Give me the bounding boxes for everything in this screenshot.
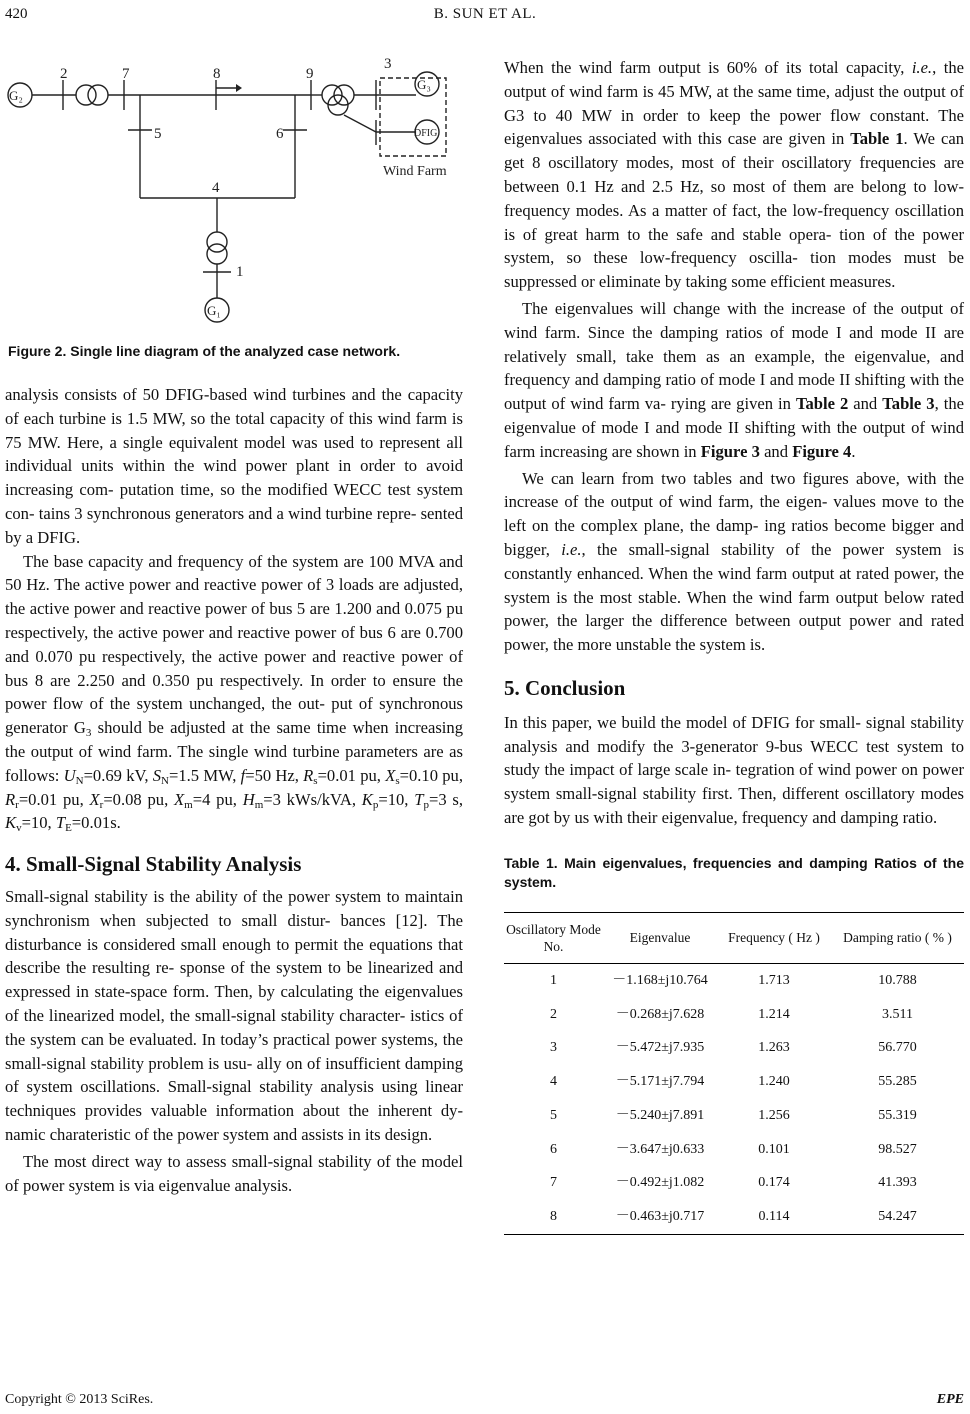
param-value: =0.01 pu,	[317, 765, 386, 785]
param-value: =0.01s.	[71, 813, 121, 833]
right-para-4: In this paper, we build the model of DFIG for small- signal stability analysis and modify the 3-generator 9-bus WECC test system to study the impact of large scale in- tegration of wind power on power system small-signal stability first. Then, different oscillatory modes are got by us with their eigenvalue, frequency and damping ratio.	[504, 712, 964, 827]
cell-damping: 3.511	[882, 1006, 913, 1022]
param-subscript: s	[313, 774, 318, 787]
cell-mode: 2	[550, 1006, 557, 1022]
header-frequency: Frequency ( Hz )	[717, 912, 831, 963]
param	[362, 790, 414, 809]
cell-eigenvalue: －0.268±j7.628	[615, 1006, 705, 1022]
cell-eigenvalue: －5.472±j7.935	[615, 1040, 705, 1056]
param-subscript: m	[254, 798, 264, 811]
right-para-3	[504, 467, 964, 657]
text-span: The base capacity and frequency of the system are 100 MVA and 50 Hz. The active power and reactive power of 3 loads are adjusted, the active power and reactive power of bus 5 are 1.200 and 0.075 pu respectively, the active power and reactive power of bus 6 are 0.700 and 0.070 pu respectively, the active power and reactive power of bus 8 are 2.250 and 0.350 pu respectively. In order to ensure the power flow of the system unchanged, the out- put of synchronous generator G	[5, 551, 463, 738]
table-row	[504, 1065, 964, 1099]
param-subscript: E	[65, 822, 72, 835]
section-5-title: 5. Conclusion	[504, 675, 626, 700]
cell-eigenvalue: －1.168±j10.764	[612, 972, 708, 988]
label-g1: G₁	[207, 303, 221, 318]
right-column	[504, 56, 964, 1235]
cell-mode: 4	[550, 1074, 557, 1090]
param-value: =0.10 pu,	[399, 765, 463, 785]
label-bus-8: 8	[213, 66, 221, 82]
table-row	[504, 1031, 964, 1065]
table-row	[504, 1166, 964, 1200]
param-subscript: s	[395, 774, 400, 787]
turbine-parameters	[5, 766, 463, 833]
table-body	[504, 963, 964, 1234]
cell-frequency: 0.174	[758, 1175, 790, 1191]
param	[55, 813, 121, 835]
cell-damping: 10.788	[878, 972, 917, 988]
param-subscript: p	[372, 798, 379, 811]
figure-caption: Figure 2. Single line diagram of the analyzed case network.	[8, 343, 401, 359]
param-symbol: X	[385, 765, 396, 785]
label-bus-1: 1	[236, 264, 244, 280]
text-span: , the output of wind farm is 45 MW, at the same time, adjust the output of G3 to 40 MW in order to keep the power flow constant. The eigenvalues associated with this case are given in	[504, 58, 964, 149]
table-ref: Table 1	[850, 129, 904, 149]
subscript: 3	[85, 727, 92, 740]
param-value: =3 s,	[428, 789, 464, 809]
figure-ref: Figure 4	[792, 441, 852, 461]
cell-frequency: 0.114	[717, 1200, 831, 1234]
cell-frequency: 1.240	[758, 1074, 790, 1090]
param-value: =0.01 pu,	[18, 789, 90, 809]
param-subscript: m	[184, 798, 193, 811]
cell-eigenvalue: －0.492±j1.082	[615, 1175, 705, 1191]
header-damping: Damping ratio ( % )	[831, 912, 964, 963]
label-bus-5: 5	[154, 126, 162, 142]
label-bus-2: 2	[60, 66, 68, 82]
param-symbol: K	[5, 813, 17, 833]
table-row	[504, 998, 964, 1032]
text-span: i.e.	[911, 58, 933, 77]
param-symbol: X	[89, 789, 100, 809]
section-4-title: 4. Small-Signal Stability Analysis	[5, 852, 302, 877]
cell-eigenvalue: －5.171±j7.794	[615, 1074, 705, 1090]
table-row	[504, 1133, 964, 1167]
header-eigenvalue: Eigenvalue	[603, 912, 717, 963]
cell-mode: 7	[550, 1175, 557, 1191]
cell-mode: 3	[550, 1040, 557, 1056]
running-head: B. SUN ET AL.	[433, 6, 537, 22]
param-symbol: X	[174, 789, 185, 809]
param-subscript: N	[75, 774, 84, 787]
page-number: 420	[5, 6, 28, 22]
param-symbol: f	[240, 765, 246, 785]
text-span: The eigenvalues will change with the increase of the output of wind farm. Since the damping ratios of mode I and mode II are relatively small, take them as an example, the eigenvalue, and frequency and damping ratio of mode I and mode II shifting with the output of wind farm va- rying are given in	[504, 298, 964, 414]
cell-frequency: 1.263	[758, 1040, 790, 1056]
cell-mode: 1	[550, 972, 557, 988]
param-value: =10,	[378, 789, 415, 809]
label-bus-6: 6	[276, 126, 284, 142]
text-span: , the small-signal stability of the power system is constantly enhanced. When the wind farm output at rated power, the system is the most stable. When the wind farm output below rated power, the larger the difference between output power and rated power, the more unstable the system is.	[504, 539, 965, 655]
param-value: =50 Hz,	[245, 765, 304, 785]
param-value: =0.69 kV,	[83, 765, 153, 785]
cell-eigenvalue: －5.240±j7.891	[615, 1107, 705, 1123]
param	[90, 790, 175, 809]
label-g3: G₃	[417, 77, 431, 92]
label-g2: G₂	[9, 88, 23, 103]
param-value: =10,	[21, 813, 56, 833]
label-bus-7: 7	[122, 66, 130, 82]
text-span: .	[851, 441, 856, 461]
table-ref: Table 3	[882, 394, 935, 414]
param-symbol: K	[361, 789, 373, 809]
param-subscript: v	[16, 822, 22, 835]
right-para-1	[504, 56, 964, 294]
cell-frequency: 1.713	[758, 972, 790, 988]
label-bus-4: 4	[212, 180, 220, 196]
param-symbol: T	[414, 789, 424, 809]
param-symbol: U	[63, 765, 76, 785]
param	[385, 766, 463, 785]
cell-eigenvalue: －0.463±j0.717	[603, 1200, 717, 1234]
cell-mode: 5	[550, 1107, 557, 1123]
cell-damping: 55.319	[878, 1107, 917, 1123]
cell-damping: 54.247	[831, 1200, 964, 1234]
param	[303, 766, 385, 785]
param-subscript: r	[99, 798, 104, 811]
param	[153, 766, 241, 785]
text-span: When the wind farm output is 60% of its total capacity,	[504, 58, 912, 77]
left-column	[5, 383, 463, 1197]
table-caption: Table 1. Main eigenvalues, frequencies and damping Ratios of the system.	[504, 854, 964, 890]
text-span: We can learn from two tables and two figures above, with the increase of the output of wind farm, the eigen- values move to the left on the complex plane, the damp- ing ratios become bigger and bigger,	[504, 468, 964, 559]
param-symbol: T	[55, 813, 66, 833]
cell-frequency: 1.214	[758, 1006, 790, 1022]
param-symbol: S	[152, 765, 162, 785]
copyright: Copyright © 2013 SciRes.	[5, 1392, 154, 1407]
journal-abbrev: EPE	[936, 1392, 964, 1407]
param-subscript: r	[15, 798, 19, 811]
table-1	[504, 912, 964, 1235]
param	[64, 766, 153, 785]
param-value: =0.08 pu,	[103, 789, 175, 809]
param	[243, 790, 362, 809]
right-para-2	[504, 297, 964, 464]
param-symbol: R	[303, 765, 314, 785]
label-bus-3: 3	[384, 56, 392, 72]
param-symbol: R	[5, 789, 16, 809]
label-wind-farm: Wind Farm	[383, 164, 447, 179]
cell-frequency: 0.101	[758, 1141, 790, 1157]
param-value: =3 kWs/kVA,	[263, 789, 362, 809]
cell-damping: 56.770	[878, 1040, 917, 1056]
param	[5, 813, 56, 835]
label-bus-9: 9	[306, 66, 314, 82]
table-header-row	[504, 912, 964, 963]
left-para-2	[5, 550, 463, 836]
param	[5, 790, 90, 809]
cell-eigenvalue: －3.647±j0.633	[615, 1141, 705, 1157]
param-subscript: N	[161, 774, 169, 787]
table-row	[504, 963, 964, 997]
left-para-1: analysis consists of 50 DFIG-based wind turbines and the capacity of each turbine is 1.5 MW, so the total capacity of this wind farm is 75 MW. Here, a single equivalent model was used to represent all individual units within the wind power plant in order to avoid increasing com- putation time, so the modified WECC test system con- tains 3 synchronous generators and a wind turbine repre- sented by a DFIG.	[5, 385, 463, 547]
text-span: should be adjusted at the same time when increasing the output of wind farm. The single wind turbine parameters are as follows:	[5, 718, 463, 785]
label-dfig: DFIG	[414, 128, 438, 139]
text-span: . We can get 8 oscillatory modes, most of their oscillatory frequencies are between 0.1 Hz and 2.5 Hz, so most of them are belong to low- frequency modes. As a matter of fact, the low-frequency oscillation is of great harm to the safe and stable opera- tion of the power system, so these low-frequency oscilla- tion modes must be suppressed or eliminate by taking some efficient measures.	[504, 129, 964, 292]
param	[414, 790, 463, 809]
single-line-diagram	[0, 50, 470, 330]
param-subscript: p	[423, 798, 429, 811]
param-symbol: H	[242, 789, 255, 809]
text-span: , the eigenvalue of mode I and mode II shifting with the output of wind farm increasing are shown in	[504, 394, 964, 461]
cell-damping: 55.285	[878, 1074, 917, 1090]
table-ref: Table 2	[795, 394, 849, 414]
cell-frequency: 1.256	[758, 1107, 790, 1123]
param	[174, 790, 243, 809]
param-value: =1.5 MW,	[168, 765, 241, 785]
param-value: =4 pu,	[192, 789, 243, 809]
table-row	[504, 1200, 964, 1234]
text-span: i.e.	[561, 539, 582, 559]
left-para-4: The most direct way to assess small-signal stability of the model of power system is via eigenvalue analysis.	[5, 1151, 463, 1195]
text-span: and	[759, 441, 793, 461]
cell-damping: 41.393	[878, 1175, 917, 1191]
text-span: and	[848, 394, 883, 414]
left-para-3: Small-signal stability is the ability of the power system to maintain synchronism when subjected to small distur- bances [12]. The disturbance is considered small enough to permit the equations that describe the resulting re- sponse of the system to be linearized and expressed in state-space form. Then, by calculating the eigenvalues of the linearized model, the small-signal stability character- istics of the system can be evaluated. In today’s practical power systems, the small-signal stability problem is usu- ally on of insufficient damping of system oscillations. Small-signal stability analysis using linear techniques provides valuable information about the inherent dy- namic charateristic of the power system and assists in its design.	[5, 886, 463, 1144]
cell-mode: 8	[504, 1200, 603, 1234]
figure-ref: Figure 3	[700, 441, 760, 461]
table-row	[504, 1099, 964, 1133]
cell-mode: 6	[550, 1141, 557, 1157]
header-mode: Oscillatory Mode No.	[504, 912, 603, 963]
param	[241, 766, 304, 785]
cell-damping: 98.527	[878, 1141, 917, 1157]
